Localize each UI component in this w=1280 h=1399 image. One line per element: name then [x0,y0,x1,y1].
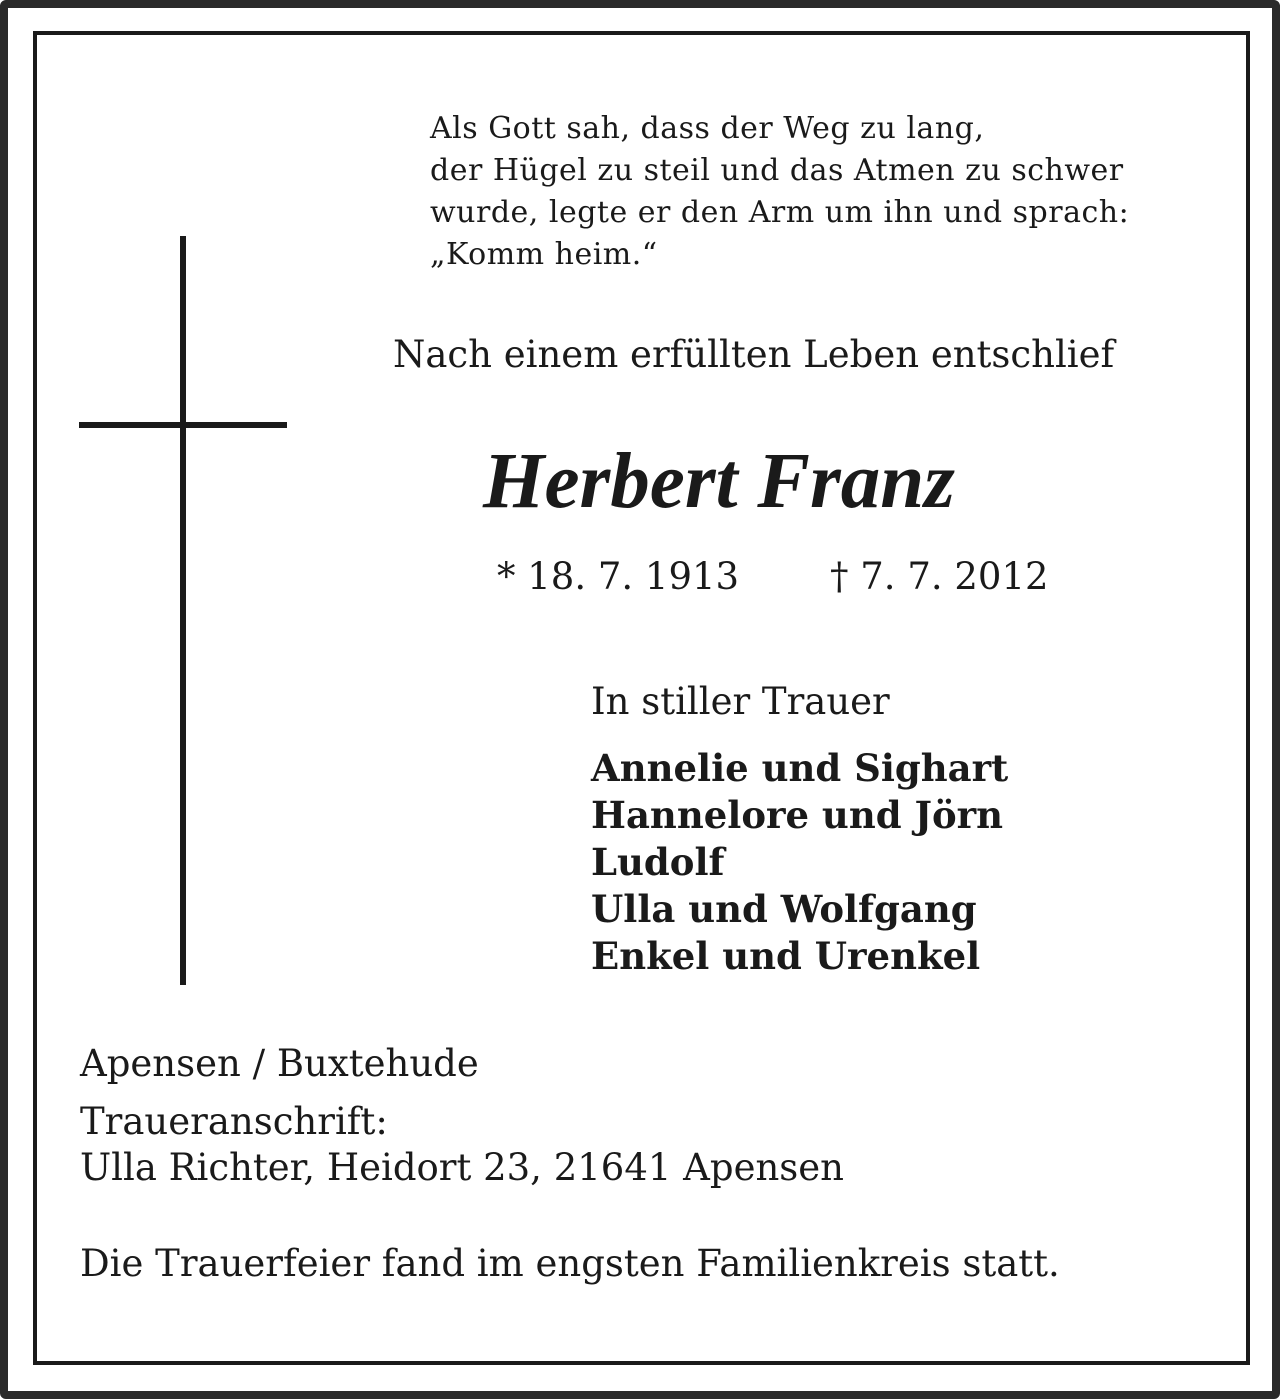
cross-icon-vertical-bar [180,236,186,985]
death-date: † 7. 7. 2012 [830,555,1049,598]
place-text: Apensen / Buxtehude [80,1042,479,1085]
mourning-label: In stiller Trauer [591,680,890,723]
deceased-name: Herbert Franz [483,438,955,525]
mourner-item: Enkel und Urenkel [591,934,981,978]
poem-line: „Komm heim.“ [430,237,658,272]
cross-icon-horizontal-bar [79,422,287,428]
birth-date: * 18. 7. 1913 [497,555,740,598]
mourner-item: Hannelore und Jörn [591,793,1004,837]
poem-line: wurde, legte er den Arm um ihn und sprach: [430,195,1130,230]
mourner-item: Annelie und Sighart [591,746,1009,790]
address-label: Traueranschrift: [80,1100,388,1143]
poem-line: Als Gott sah, dass der Weg zu lang, [430,111,985,146]
intro-text: Nach einem erfüllten Leben entschlief [393,333,1115,376]
poem [430,108,1230,276]
mourners-list [591,745,1008,980]
mourner-item: Ulla und Wolfgang [591,887,977,931]
mourner-item: Ludolf [591,840,725,884]
ceremony-text: Die Trauerfeier fand im engsten Familienkreis statt. [80,1242,1060,1285]
address-text: Ulla Richter, Heidort 23, 21641 Apensen [80,1146,845,1189]
poem-line: der Hügel zu steil und das Atmen zu schwer [430,153,1124,188]
